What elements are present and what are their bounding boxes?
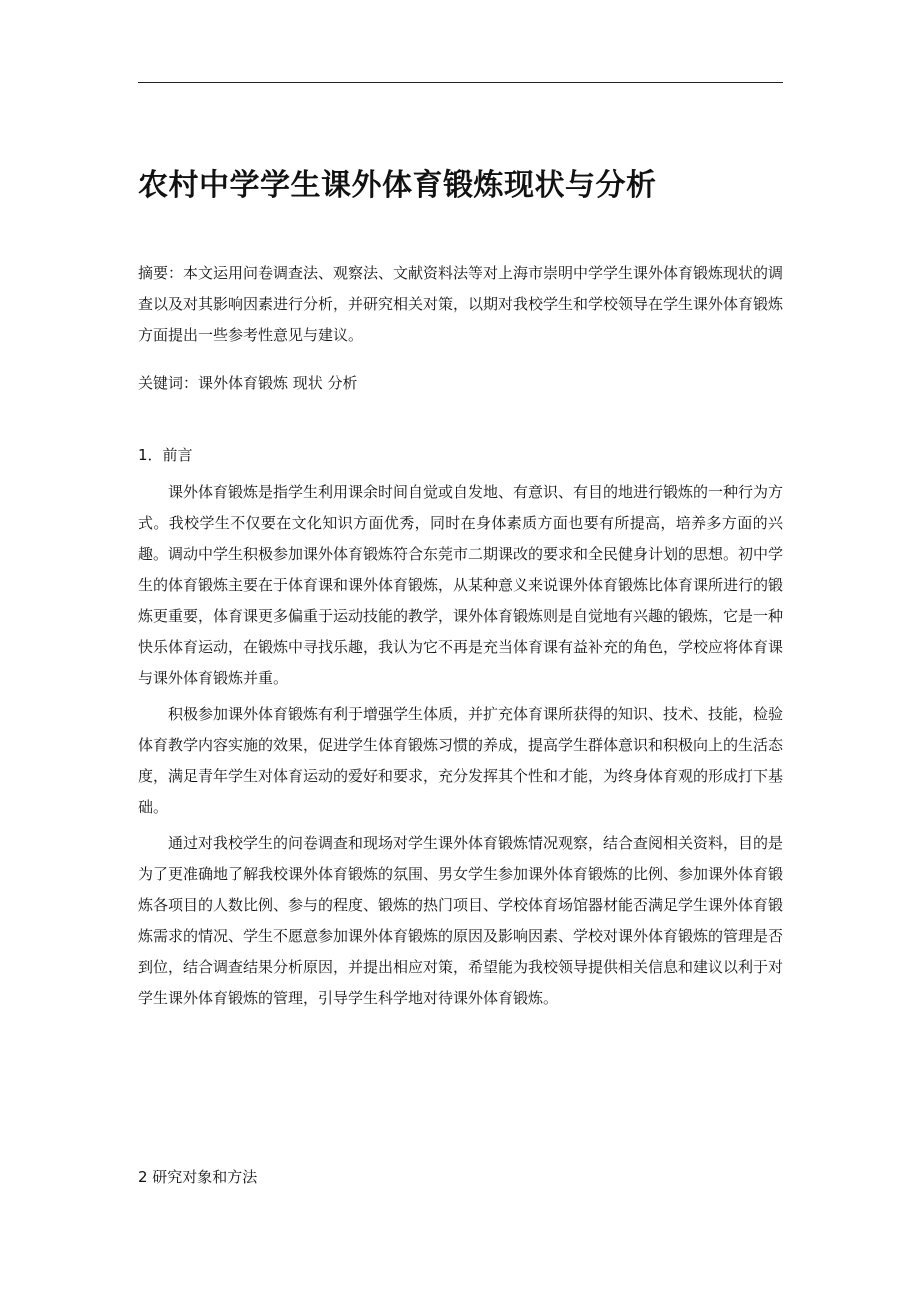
page-title: 农村中学学生课外体育锻炼现状与分析	[138, 168, 657, 203]
paragraph: 积极参加课外体育锻炼有利于增强学生体质，并扩充体育课所获得的知识、技术、技能，检验体育教学内容实施的效果，促进学生体育锻炼习惯的养成，提高学生群体意识和积极向上的生活态度，满足青年学生对体育运动的爱好和要求，充分发挥其个性和才能，为终身体育观的形成打下基础。	[138, 705, 784, 816]
paragraph: 通过对我校学生的问卷调查和现场对学生课外体育锻炼情况观察，结合查阅相关资料，目的是为了更准确地了解我校课外体育锻炼的氛围、男女学生参加课外体育锻炼的比例、参加课外体育锻炼各项目的人数比例、参与的程度、锻炼的热门项目、学校体育场馆器材能否满足学生课外体育锻炼需求的情况、学生不愿意参加课外体育锻炼的原因及影响因素、学校对课外体育锻炼的管理是否到位，结合调查结果分析原因，并提出相应对策，希望能为我校领导提供相关信息和建议以利于对学生课外体育锻炼的管理，引导学生科学地对待课外体育锻炼。	[138, 834, 784, 1007]
section-body-introduction	[138, 477, 783, 1019]
paragraph: 课外体育锻炼是指学生利用课余时间自觉或自发地、有意识、有目的地进行锻炼的一种行为方式。我校学生不仅要在文化知识方面优秀，同时在身体素质方面也要有所提高，培养多方面的兴趣。调动中学生积极参加课外体育锻炼符合东莞市二期课改的要求和全民健身计划的思想。初中学生的体育锻炼主要在于体育课和课外体育锻炼，从某种意义来说课外体育锻炼比体育课所进行的锻炼更重要，体育课更多偏重于运动技能的教学，课外体育锻炼则是自觉地有兴趣的锻炼，它是一种快乐体育运动，在锻炼中寻找乐趣，我认为它不再是充当体育课有益补充的角色，学校应将体育课与课外体育锻炼并重。	[138, 483, 784, 687]
abstract: 摘要：本文运用问卷调查法、观察法、文献资料法等对上海市崇明中学学生课外体育锻炼现状的调查以及对其影响因素进行分析，并研究相关对策，以期对我校学生和学校领导在学生课外体育锻炼方面提出一些参考性意见与建议。	[138, 264, 784, 344]
keywords: 关键词：课外体育锻炼 现状 分析	[138, 374, 358, 392]
header-rule	[138, 82, 783, 83]
section-heading-methods: 2 研究对象和方法	[138, 1168, 258, 1186]
section-heading-introduction: 1．前言	[138, 446, 193, 464]
